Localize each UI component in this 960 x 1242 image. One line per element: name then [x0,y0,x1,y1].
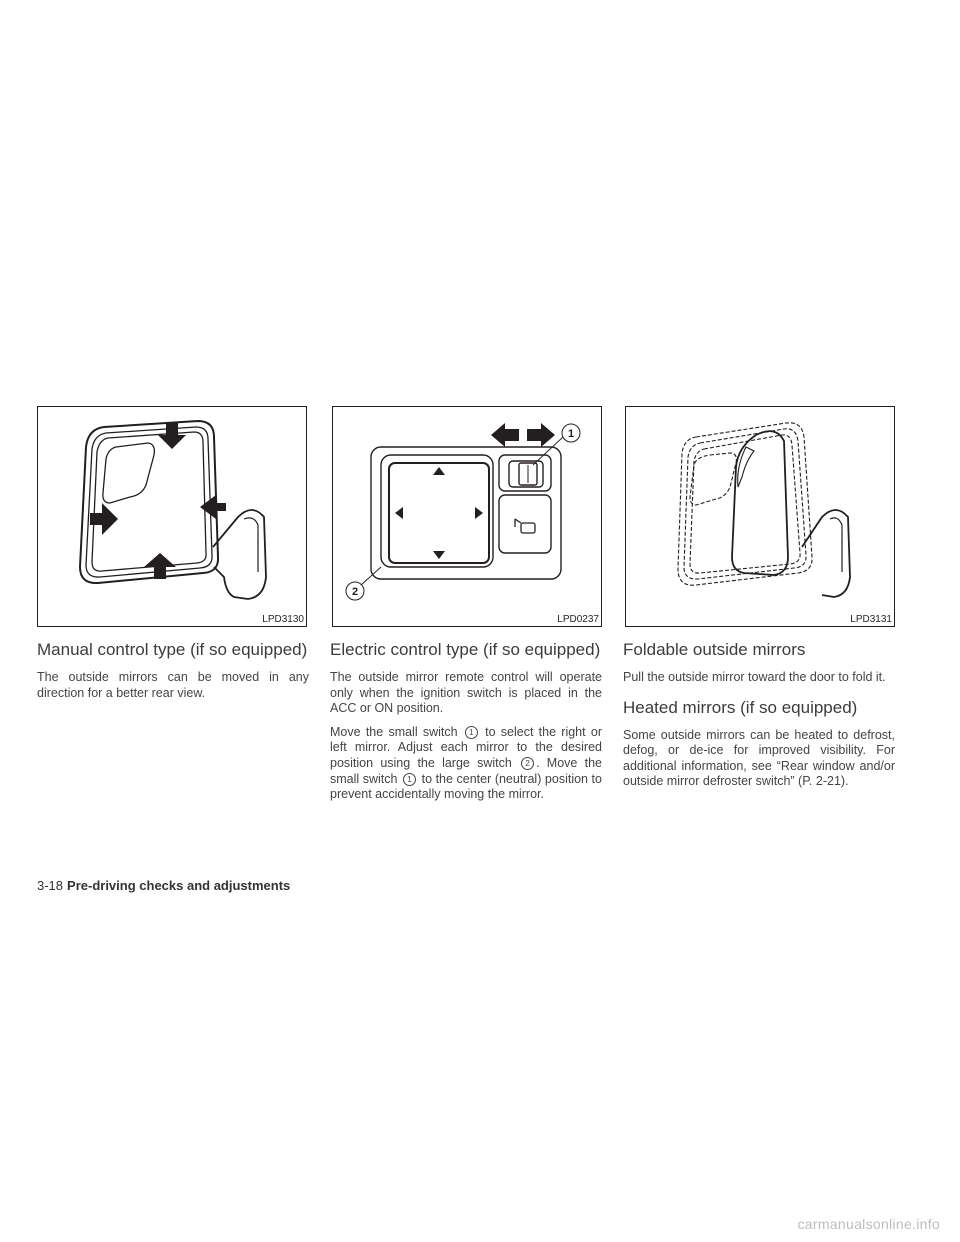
figure-code: LPD3130 [262,614,304,625]
callout-ref: 1 [403,773,416,786]
page-number: 3-18 [37,878,64,893]
figure-foldable-mirror [625,406,895,627]
paragraph: Some outside mirrors can be heated to defrost, defog, or de-ice for improved visibility. For additional information, see “Rear window and/or outside mirror defroster switch” (P. 2-21). [623,727,895,789]
text-run: to the center (neutral) position to prevent accidentally moving the mirror. [330,771,602,802]
figure-manual-mirror [37,406,307,627]
callout-ref: 1 [465,726,478,739]
section-heading: Electric control type (if so equipped) [330,640,601,659]
paragraph: Pull the outside mirror toward the door to fold it. [623,670,886,684]
mirror-switch-diagram-icon [333,407,603,628]
figure-code: LPD3131 [850,614,892,625]
callout-ref: 2 [521,757,534,770]
section-electric-control [330,640,602,811]
paragraph: The outside mirror remote control will operate only when the ignition switch is placed in the ACC or ON position. [330,670,602,716]
callout-1: 1 [567,428,575,440]
page-footer [37,878,290,893]
figure-electric-switch [332,406,602,627]
section-heading: Manual control type (if so equipped) [37,640,308,659]
section-foldable-heated [623,640,895,798]
text-run: . Move the small switch [330,755,602,786]
figure-code: LPD0237 [557,614,599,625]
callout-2: 2 [351,586,359,598]
paragraph [330,725,602,803]
chapter-title: Pre-driving checks and adjustments [67,878,291,893]
text-run: to select the right or left mirror. Adjust each mirror to the desired position using the large switch [330,724,602,770]
section-heading: Foldable outside mirrors [623,640,806,659]
section-manual-control [37,640,309,709]
text-run: Move the small switch [330,724,458,739]
paragraph: The outside mirrors can be moved in any direction for a better rear view. [37,670,309,700]
section-heading: Heated mirrors (if so equipped) [623,697,858,717]
folding-mirror-diagram-icon [626,407,896,628]
manual-mirror-diagram-icon [38,407,308,628]
watermark: carmanualsonline.info [797,1216,940,1232]
